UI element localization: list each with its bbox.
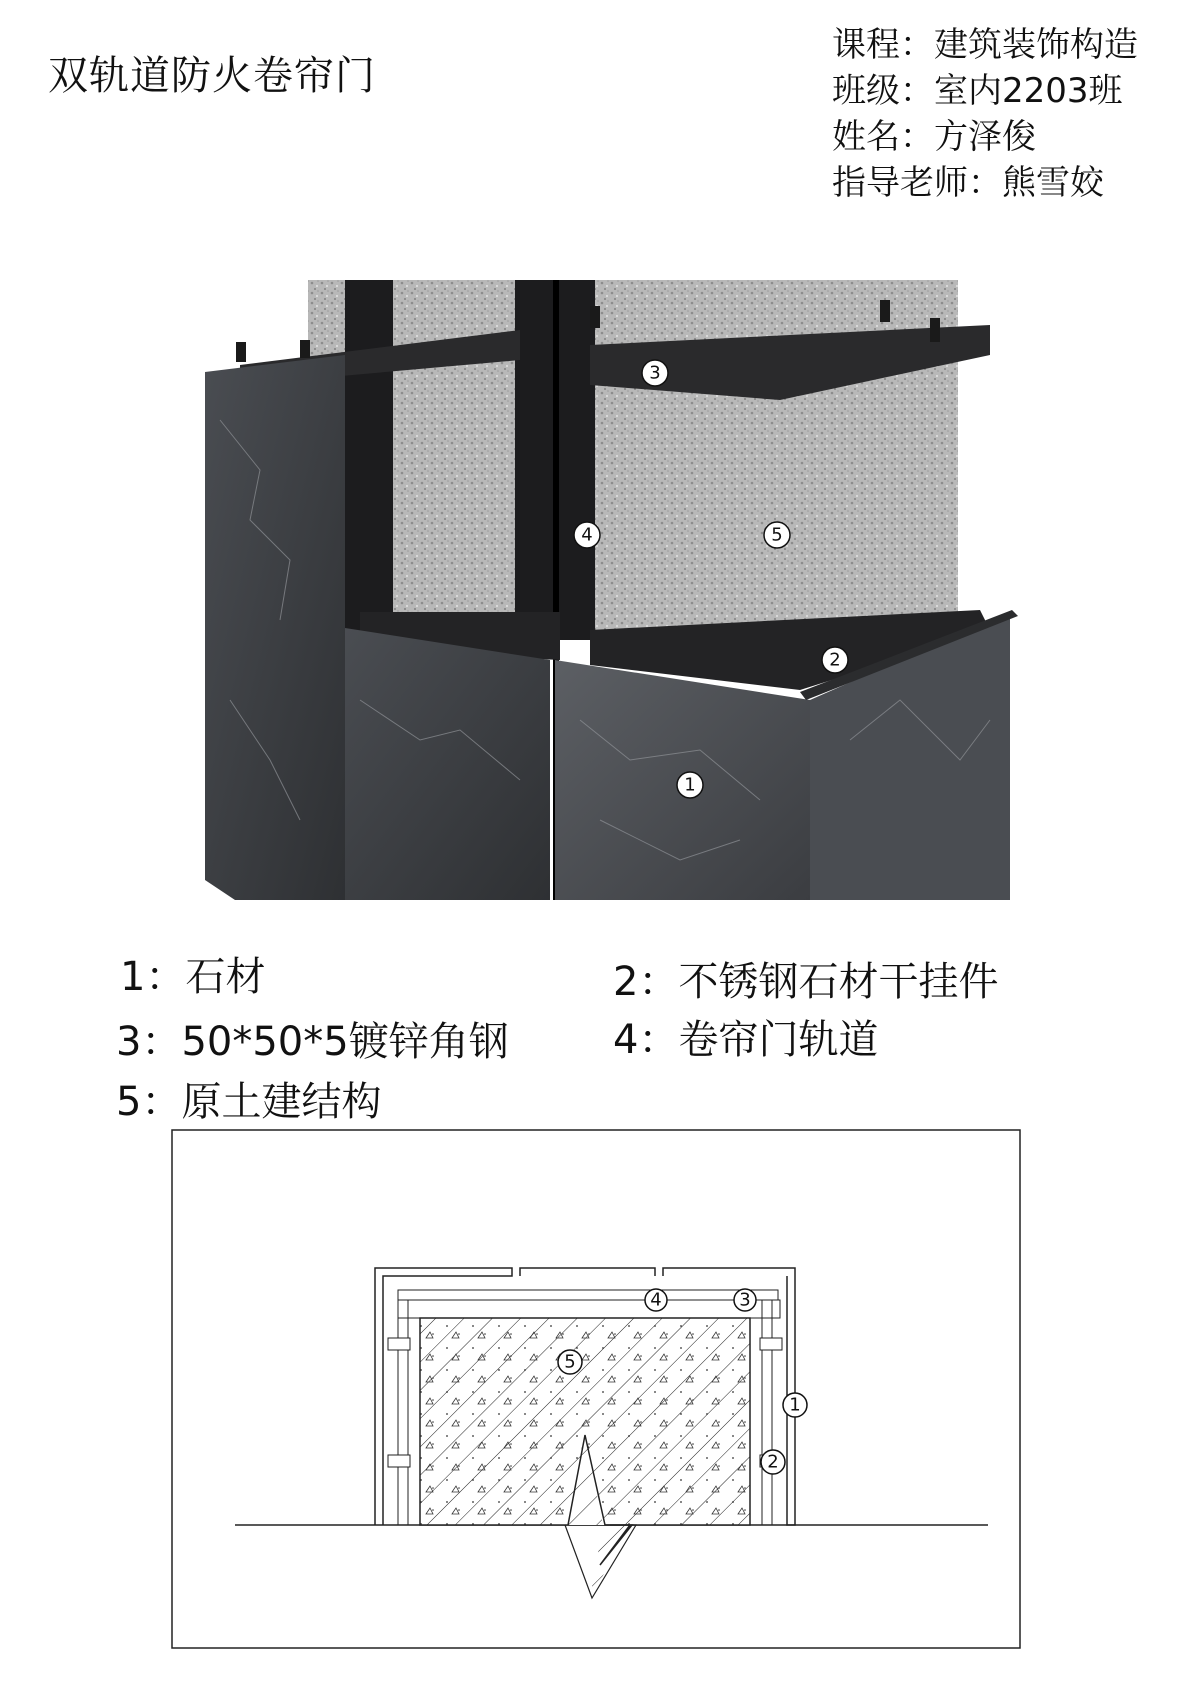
class-label: 班级：室内2203班: [832, 71, 1123, 111]
clip-right-1: [760, 1338, 782, 1350]
angle-steel-frame: [398, 1290, 778, 1300]
teacher-label: 指导老师：熊雪姣: [832, 163, 1104, 203]
legend-item-2: 2：不锈钢石材干挂件: [613, 959, 999, 1005]
clip-left-1: [388, 1338, 410, 1350]
callout-5-section-label: 5: [564, 1351, 576, 1373]
callout-1-render-label: 1: [684, 774, 696, 796]
callout-3-render-label: 3: [649, 362, 661, 384]
clip-left-2: [388, 1455, 410, 1467]
callout-4-section: [645, 1289, 667, 1311]
callout-1-section: [783, 1393, 807, 1417]
callout-3-section: [734, 1289, 756, 1311]
callout-2-section: [761, 1450, 785, 1474]
callout-3-section-label: 3: [739, 1289, 751, 1311]
course-label: 课程：建筑装饰构造: [832, 25, 1138, 65]
callout-4-section-label: 4: [650, 1289, 662, 1311]
callout-1-section-label: 1: [789, 1394, 801, 1416]
legend-item-4: 4：卷帘门轨道: [613, 1017, 879, 1063]
legend-item-3: 3：50*50*5镀锌角钢: [116, 1019, 509, 1065]
page-title: 双轨道防火卷帘门: [48, 53, 376, 99]
callout-2-section-label: 2: [767, 1451, 779, 1473]
student-name-label: 姓名：方泽俊: [832, 117, 1036, 157]
callout-5-section: [558, 1350, 582, 1374]
legend-item-1: 1：石材: [120, 954, 266, 1000]
callout-4-render-label: 4: [581, 524, 593, 546]
callout-2-render-label: 2: [829, 649, 841, 671]
callout-5-render-label: 5: [771, 524, 783, 546]
legend-item-5: 5：原土建结构: [116, 1079, 382, 1125]
stone-cladding-top-mid: [520, 1268, 655, 1276]
